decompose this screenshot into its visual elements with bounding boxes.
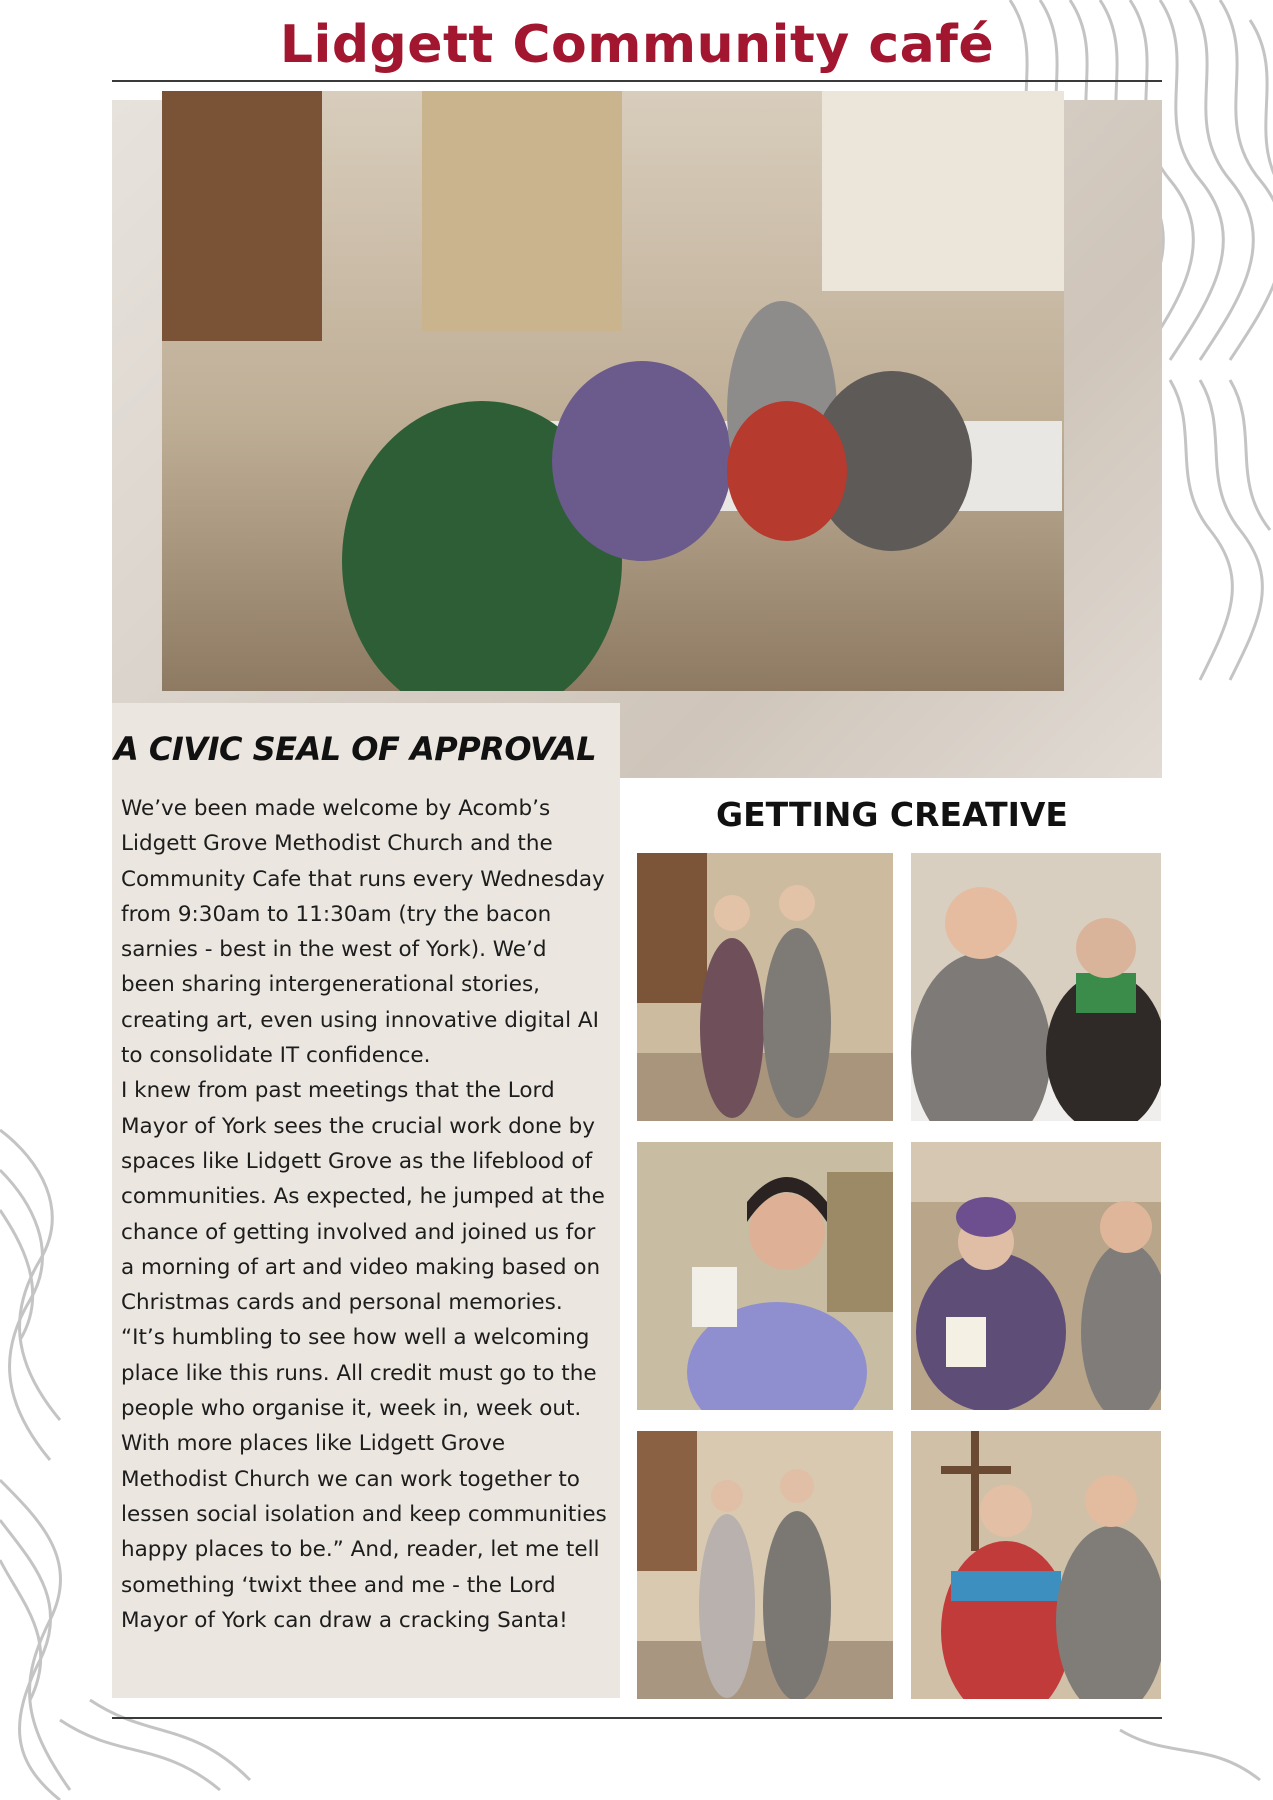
article-line: chance of getting involved and joined us for	[121, 1219, 596, 1245]
article-line: communities. As expected, he jumped at the	[121, 1184, 605, 1210]
gallery-photo	[911, 1431, 1161, 1699]
article-line: spaces like Lidgett Grove as the lifeblood of	[121, 1148, 593, 1174]
article-line: a morning of art and video making based on	[121, 1254, 601, 1280]
hero-photo	[162, 91, 1064, 691]
gallery-photo	[637, 853, 893, 1121]
gallery-photo	[911, 853, 1161, 1121]
article-line: With more places like Lidgett Grove	[121, 1431, 506, 1457]
bottom-divider	[112, 1717, 1162, 1719]
article-line: Lidgett Grove Methodist Church and the	[121, 831, 553, 857]
article-line: Mayor of York sees the crucial work done by	[121, 1113, 595, 1139]
article-heading: A CIVIC SEAL OF APPROVAL	[114, 730, 597, 768]
article-body	[121, 791, 621, 1638]
page-title: Lidgett Community café	[279, 15, 995, 75]
article-line: to consolidate IT confidence.	[121, 1043, 431, 1069]
article-line: Community Cafe that runs every Wednesday	[121, 866, 605, 892]
article-line: We’ve been made welcome by Acomb’s	[121, 796, 551, 821]
article-line: lessen social isolation and keep communities	[121, 1501, 607, 1527]
gallery-photo	[637, 1142, 893, 1410]
gallery-photo	[637, 1431, 893, 1699]
article-line: place like this runs. All credit must go to the	[121, 1360, 597, 1386]
article-line: from 9:30am to 11:30am (try the bacon	[121, 901, 552, 927]
gallery-heading: GETTING CREATIVE	[716, 795, 1068, 834]
article-line: something ‘twixt thee and me - the Lord	[121, 1572, 556, 1598]
article-line: Mayor of York can draw a cracking Santa!	[121, 1607, 568, 1633]
article-line: people who organise it, week in, week out.	[121, 1396, 582, 1422]
top-divider	[112, 80, 1162, 82]
article-line: been sharing intergenerational stories,	[121, 972, 540, 998]
gallery-photo	[911, 1142, 1161, 1410]
article-line: sarnies - best in the west of York). We’d	[121, 937, 547, 963]
article-line: “It’s humbling to see how well a welcoming	[121, 1325, 590, 1351]
article-line: I knew from past meetings that the Lord	[121, 1078, 555, 1104]
article-line: creating art, even using innovative digital AI	[121, 1007, 599, 1033]
article-line: Christmas cards and personal memories.	[121, 1290, 563, 1316]
article-line: Methodist Church we can work together to	[121, 1466, 580, 1492]
article-line: happy places to be.” And, reader, let me tell	[121, 1537, 600, 1563]
